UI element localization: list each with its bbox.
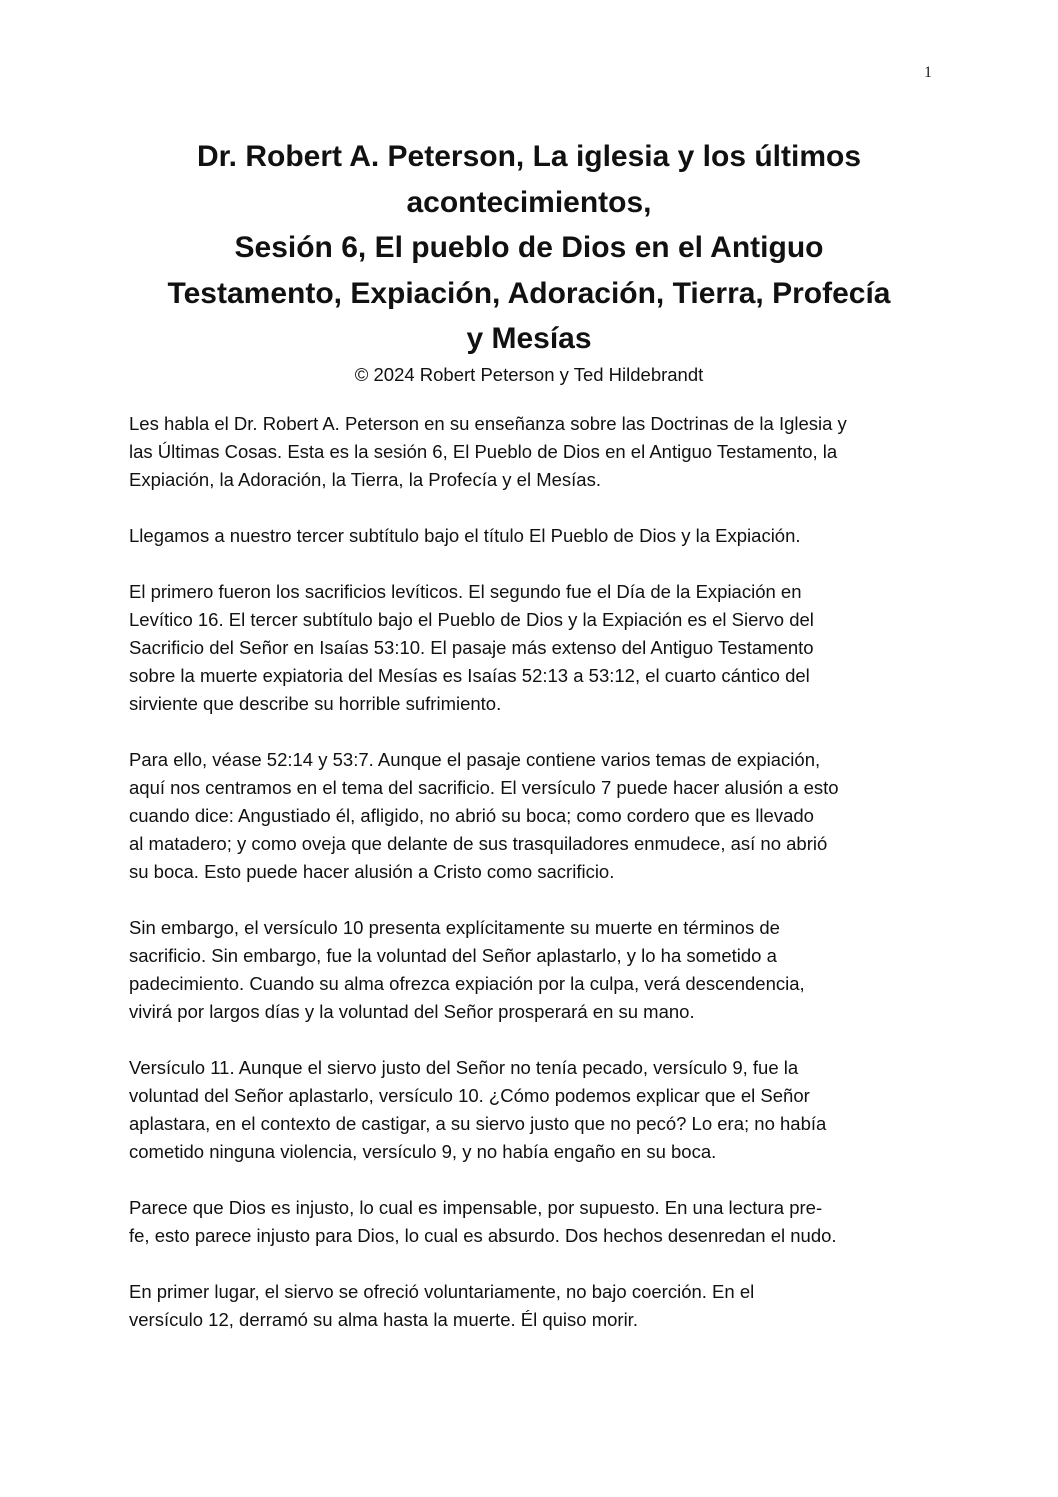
paragraph [129, 1194, 939, 1250]
text-line: versículo 12, derramó su alma hasta la muerte. Él quiso morir. [129, 1309, 638, 1330]
text-line: Para ello, véase 52:14 y 53:7. Aunque el pasaje contiene varios temas de expiación, [129, 749, 821, 770]
text-line: Levítico 16. El tercer subtítulo bajo el Pueblo de Dios y la Expiación es el Siervo del [129, 609, 814, 630]
text-line: aplastara, en el contexto de castigar, a su siervo justo que no pecó? Lo era; no había [129, 1113, 827, 1134]
text-line: cuando dice: Angustiado él, afligido, no abrió su boca; como cordero que es llevado [129, 805, 814, 826]
text-line: aquí nos centramos en el tema del sacrificio. El versículo 7 puede hacer alusión a esto [129, 777, 839, 798]
text-line: Llegamos a nuestro tercer subtítulo bajo el título El Pueblo de Dios y la Expiación. [129, 525, 801, 546]
title-line: acontecimientos, [406, 185, 652, 219]
title-line: y Mesías [466, 322, 592, 355]
text-line: su boca. Esto puede hacer alusión a Cristo como sacrificio. [129, 861, 615, 882]
paragraph [129, 914, 939, 1026]
text-line: cometido ninguna violencia, versículo 9, y no había engaño en su boca. [129, 1141, 717, 1162]
text-line: Les habla el Dr. Robert A. Peterson en su enseñanza sobre las Doctrinas de la Iglesia y [129, 413, 847, 434]
paragraph [129, 746, 939, 886]
text-line: El primero fueron los sacrificios levíticos. El segundo fue el Día de la Expiación en [129, 581, 802, 602]
text-line: Expiación, la Adoración, la Tierra, la Profecía y el Mesías. [129, 469, 601, 490]
text-line: En primer lugar, el siervo se ofreció voluntariamente, no bajo coerción. En el [129, 1281, 755, 1302]
title-line: Dr. Robert A. Peterson, La iglesia y los últimos [196, 140, 862, 173]
text-line: al matadero; y como oveja que delante de sus trasquiladores enmudece, así no abrió [129, 833, 828, 854]
text-line: fe, esto parece injusto para Dios, lo cual es absurdo. Dos hechos desenredan el nudo. [129, 1225, 837, 1246]
text-line: sirviente que describe su horrible sufrimiento. [129, 693, 502, 714]
text-line: sobre la muerte expiatoria del Mesías es Isaías 52:13 a 53:12, el cuarto cántico del [129, 665, 810, 686]
text-line: Sacrificio del Señor en Isaías 53:10. El pasaje más extenso del Antiguo Testamento [129, 637, 814, 658]
paragraph [129, 1278, 939, 1334]
copyright-notice: © 2024 Robert Peterson y Ted Hildebrandt [354, 363, 704, 385]
text-line: Sin embargo, el versículo 10 presenta explícitamente su muerte en términos de [129, 917, 780, 938]
text-line: vivirá por largos días y la voluntad del Señor prosperará en su mano. [129, 1001, 695, 1022]
title-line: Sesión 6, El pueblo de Dios en el Antiguo [234, 231, 824, 264]
title-line: Testamento, Expiación, Adoración, Tierra, Profecía [167, 276, 891, 310]
title-block [100, 134, 958, 388]
text-line: las Últimas Cosas. Esta es la sesión 6, El Pueblo de Dios en el Antiguo Testamento, la [129, 441, 838, 462]
text-line: sacrificio. Sin embargo, fue la voluntad del Señor aplastarlo, y lo ha sometido a [129, 945, 777, 966]
text-line: Versículo 11. Aunque el siervo justo del Señor no tenía pecado, versículo 9, fue la [129, 1057, 799, 1078]
paragraph [129, 410, 939, 494]
text-line: Parece que Dios es injusto, lo cual es impensable, por supuesto. En una lectura pre- [129, 1197, 823, 1218]
text-line: voluntad del Señor aplastarlo, versículo 10. ¿Cómo podemos explicar que el Señor [129, 1085, 810, 1106]
document-body [129, 410, 939, 1362]
paragraph [129, 578, 939, 718]
paragraph [129, 522, 939, 550]
text-line: padecimiento. Cuando su alma ofrezca expiación por la culpa, verá descendencia, [129, 973, 805, 994]
page-number: 1 [924, 64, 932, 81]
paragraph [129, 1054, 939, 1166]
document-title [100, 134, 958, 362]
